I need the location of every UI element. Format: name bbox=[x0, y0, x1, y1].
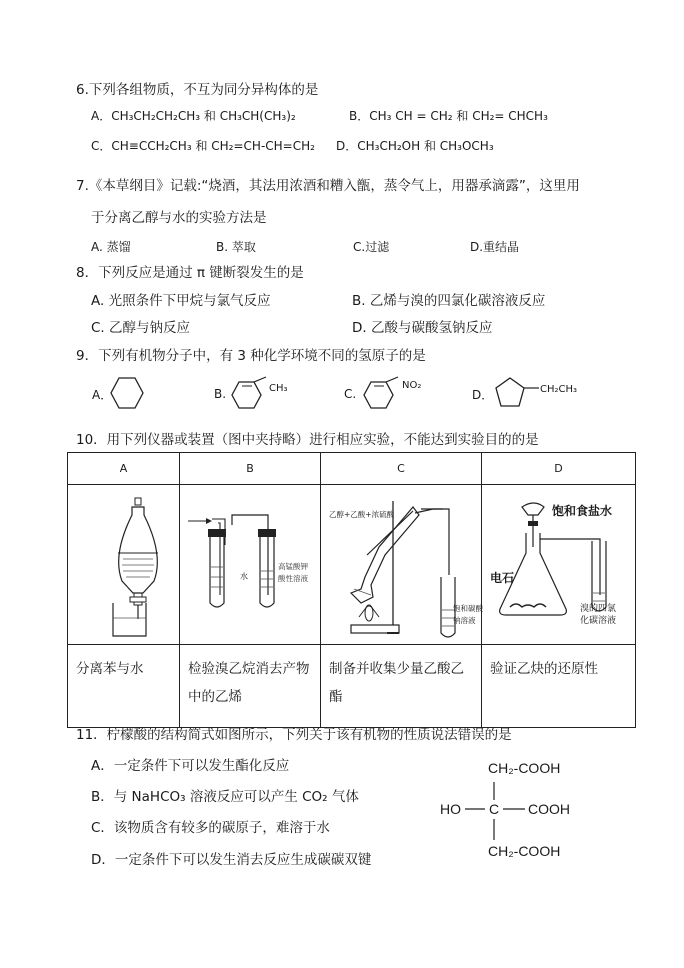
c-na2co3-label-1: 饱和碳酸 bbox=[453, 604, 483, 613]
d-carbide-label: 电石 bbox=[490, 571, 515, 585]
q8-option-b: B. 乙烯与溴的四氯化碳溶液反应 bbox=[352, 293, 546, 309]
q6-option-d: D．CH₃CH₂OH 和 CH₃OCH₃ bbox=[336, 139, 494, 153]
structure-center: C bbox=[489, 801, 500, 817]
q10-figure-b bbox=[180, 485, 321, 645]
q6-option-a: A．CH₃CH₂CH₂CH₃ 和 CH₃CH(CH₃)₂ bbox=[91, 109, 296, 123]
structure-right: COOH bbox=[528, 801, 570, 817]
q10-header-d: D bbox=[482, 453, 636, 485]
q8-stem: 8．下列反应是通过 π 键断裂发生的是 bbox=[76, 265, 304, 281]
q8-option-a: A. 光照条件下甲烷与氯气反应 bbox=[91, 293, 271, 309]
q6-option-c: C．CH≡CCH₂CH₃ 和 CH₂=CH-CH=CH₂ bbox=[91, 139, 315, 153]
q9-option-b-label: B. bbox=[214, 387, 227, 401]
c-na2co3-label-2: 钠溶液 bbox=[453, 616, 476, 625]
q9-option-d-label: D． bbox=[472, 388, 494, 402]
nitrobenzene-structure bbox=[362, 374, 432, 412]
q11-option-c: C．该物质含有较多的碳原子，难溶于水 bbox=[91, 820, 330, 836]
q9-stem: 9．下列有机物分子中，有 3 种化学环境不同的氢原子的是 bbox=[76, 348, 426, 364]
structure-top: CH₂-COOH bbox=[488, 760, 561, 776]
c-reagent-label: 乙醇+乙酸+浓硫酸 bbox=[329, 510, 395, 519]
structure-bottom: CH₂-COOH bbox=[488, 843, 561, 859]
q10-header-a: A bbox=[68, 453, 180, 485]
q11-option-b: B．与 NaHCO₃ 溶液反应可以产生 CO₂ 气体 bbox=[91, 789, 359, 805]
q6-option-b: B．CH₃ CH = CH₂ 和 CH₂= CHCH₃ bbox=[349, 109, 548, 123]
q10-figure-a bbox=[68, 485, 180, 645]
q7-option-b: B. 萃取 bbox=[216, 240, 256, 254]
q10-figure-c bbox=[321, 485, 482, 645]
q9-c-substituent: NO₂ bbox=[402, 380, 422, 391]
structure-bonds bbox=[455, 776, 535, 846]
q7-stem-line2: 于分离乙醇与水的实验方法是 bbox=[91, 210, 267, 226]
structure-left: HO bbox=[440, 801, 461, 817]
q7-option-d: D.重结晶 bbox=[470, 240, 520, 254]
q10-caption-a: 分离苯与水 bbox=[68, 645, 180, 728]
q9-d-substituent: CH₂CH₃ bbox=[540, 384, 578, 395]
d-bromine-label-2: 化碳溶液 bbox=[580, 616, 617, 626]
ethylcyclopentane-structure bbox=[493, 375, 543, 413]
q10-figure-d bbox=[482, 485, 636, 645]
q10-table bbox=[67, 452, 636, 728]
q9-option-c-label: C. bbox=[344, 387, 357, 401]
separatory-funnel-diagram bbox=[68, 485, 178, 640]
q11-option-d: D．一定条件下可以发生消去反应生成碳碳双键 bbox=[91, 852, 372, 868]
q10-caption-b: 检验溴乙烷消去产物中的乙烯 bbox=[180, 645, 321, 728]
q7-option-c: C.过滤 bbox=[353, 240, 390, 254]
q10-header-c: C bbox=[321, 453, 482, 485]
q10-caption-d: 验证乙炔的还原性 bbox=[482, 645, 636, 728]
cyclohexane-structure bbox=[110, 377, 144, 409]
d-brine-label: 饱和食盐水 bbox=[552, 504, 613, 518]
toluene-structure bbox=[230, 374, 300, 412]
q9-b-substituent: CH₃ bbox=[269, 383, 288, 394]
q9-option-a-label: A． bbox=[92, 388, 113, 402]
q11-stem: 11．柠檬酸的结构简式如图所示，下列关于该有机物的性质说法错误的是 bbox=[76, 727, 512, 743]
q8-option-d: D. 乙酸与碳酸氢钠反应 bbox=[352, 320, 493, 336]
d-bromine-label-1: 溴的四氯 bbox=[580, 604, 617, 614]
b-kmno4-label-1: 高锰酸钾 bbox=[278, 562, 308, 571]
b-kmno4-label-2: 酸性溶液 bbox=[278, 574, 308, 583]
b-water-label: 水 bbox=[240, 572, 248, 581]
q6-stem: 6.下列各组物质，不互为同分异构体的是 bbox=[76, 82, 319, 98]
q10-stem: 10．用下列仪器或装置（图中夹持略）进行相应实验，不能达到实验目的的是 bbox=[76, 432, 539, 448]
q11-option-a: A．一定条件下可以发生酯化反应 bbox=[91, 758, 290, 774]
q10-header-b: B bbox=[180, 453, 321, 485]
q7-stem-line1: 7.《本草纲目》记载:“烧酒，其法用浓酒和糟入甑，蒸令气上，用器承滴露”，这里用 bbox=[76, 178, 580, 194]
q7-option-a: A. 蒸馏 bbox=[91, 240, 131, 254]
q10-caption-c: 制备并收集少量乙酸乙酯 bbox=[321, 645, 482, 728]
q8-option-c: C. 乙醇与钠反应 bbox=[91, 320, 191, 336]
